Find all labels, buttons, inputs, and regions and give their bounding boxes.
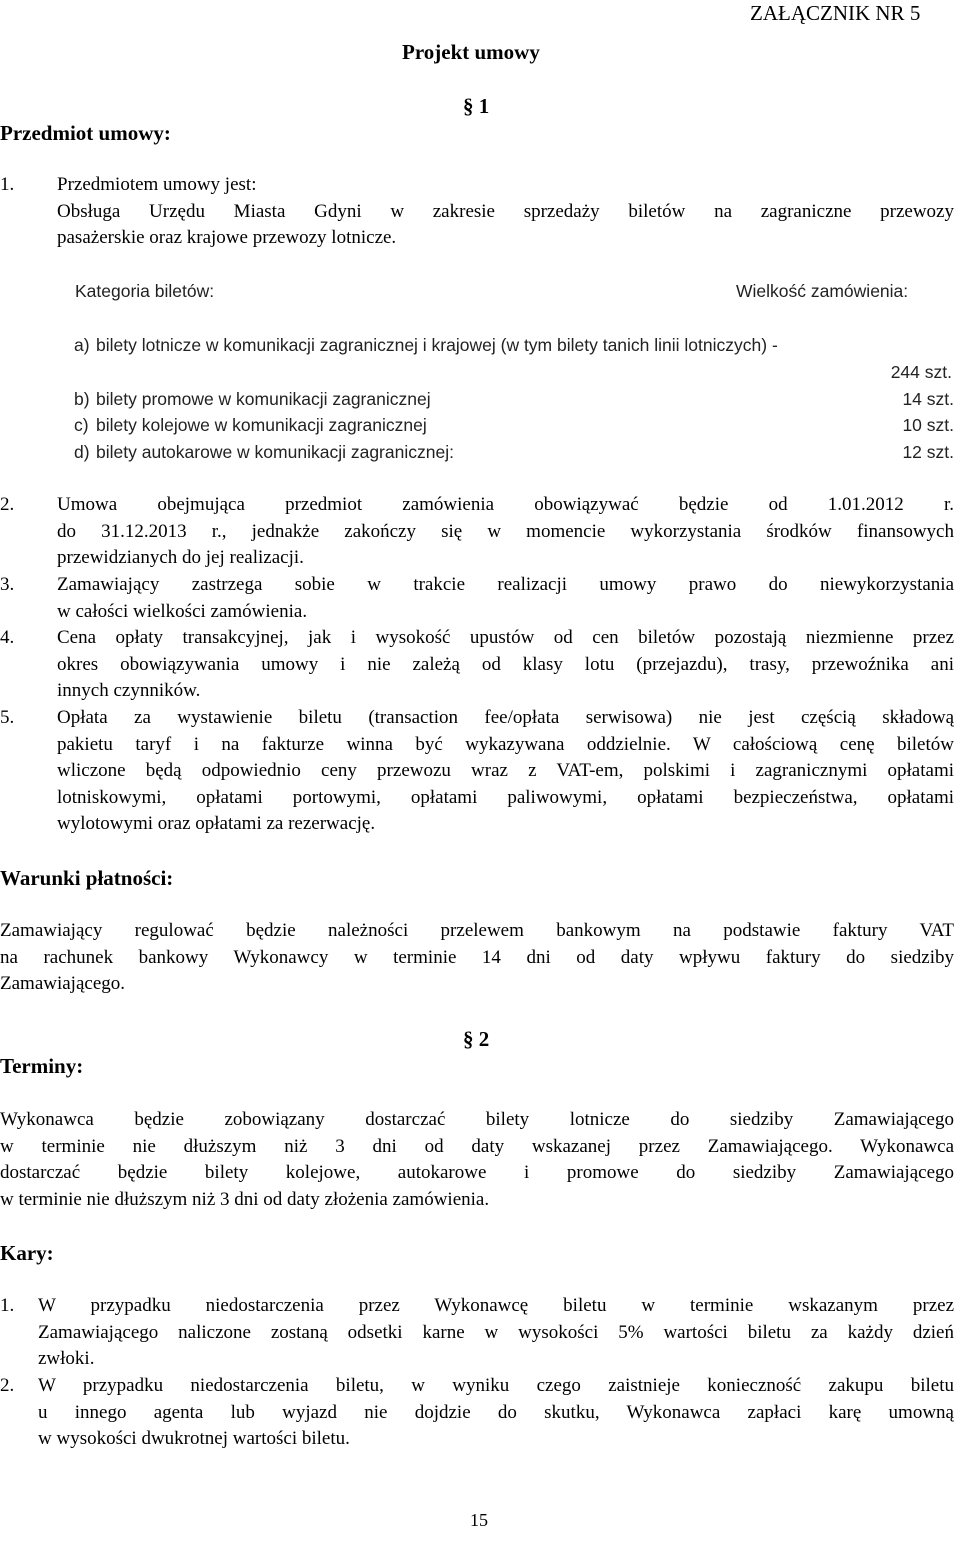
item-1-line: Obsługa Urzędu Miasta Gdyni w zakresie sprzedaży biletów na zagraniczne przewozy bbox=[57, 200, 954, 222]
item-5-line: wliczone będą odpowiednio ceny przewozu wraz z VAT-em, polskimi i zagranicznymi opłatami bbox=[57, 760, 954, 781]
payment-line: na rachunek bankowy Wykonawcy w terminie 14 dni od daty wpływu faktury do siedziby bbox=[0, 946, 954, 968]
item-5-number: 5. bbox=[0, 707, 15, 728]
item-1-text bbox=[57, 172, 954, 252]
item-2-line: przewidzianych do jej realizacji. bbox=[57, 547, 304, 568]
category-header-right: Wielkość zamówienia: bbox=[736, 281, 909, 301]
category-qty: 12 szt. bbox=[902, 442, 954, 462]
category-row-c bbox=[74, 412, 954, 438]
category-label: d) bbox=[74, 442, 90, 462]
item-4-line: innych czynników. bbox=[57, 680, 201, 701]
penalty-2-line: w wysokości dwukrotnej wartości biletu. bbox=[38, 1428, 350, 1449]
item-3-line: Zamawiający zastrzega sobie w trakcie realizacji umowy prawo do niewykorzystania bbox=[57, 574, 954, 595]
terms-line: w terminie nie dłuższym niż 3 dni od daty złożenia zamówienia. bbox=[0, 1188, 490, 1210]
payment-text bbox=[0, 918, 954, 998]
payment-line: Zamawiający regulować będzie należności przelewem bankowym na podstawie faktury VAT bbox=[0, 920, 954, 941]
penalty-2-number: 2. bbox=[0, 1375, 15, 1396]
item-4-line: okres obowiązywania umowy i nie zależą od klasy lotu (przejazdu), trasy, przewoźnika ani bbox=[57, 653, 954, 675]
item-5-line: pakietu taryf i na fakturze winna być wykazywana oddzielnie. W całościową cenę biletów bbox=[57, 733, 954, 755]
penalties-heading: Kary: bbox=[0, 1241, 54, 1265]
item-5-text bbox=[57, 705, 954, 838]
payment-heading: Warunki płatności: bbox=[0, 866, 174, 890]
section-2-mark: § 2 bbox=[463, 1027, 490, 1051]
item-2-line: Umowa obejmująca przedmiot zamówienia obowiązywać będzie od 1.01.2012 r. bbox=[57, 494, 954, 515]
penalty-1-line: W przypadku niedostarczenia przez Wykonawcę biletu w terminie wskazanym przez bbox=[38, 1295, 954, 1316]
item-5-line: Opłata za wystawienie biletu (transaction fee/opłata serwisowa) nie jest częścią składową bbox=[57, 707, 954, 728]
section-1-mark: § 1 bbox=[463, 94, 490, 118]
attachment-label: ZAŁĄCZNIK NR 5 bbox=[750, 1, 921, 25]
item-2-text bbox=[57, 492, 954, 572]
subject-heading: Przedmiot umowy: bbox=[0, 121, 171, 145]
category-label: c) bbox=[74, 415, 89, 435]
penalty-1-line: zwłoki. bbox=[38, 1348, 95, 1369]
item-4-number: 4. bbox=[0, 627, 15, 648]
category-text: bilety promowe w komunikacji zagranicznej bbox=[96, 389, 431, 409]
page-number: 15 bbox=[470, 1510, 488, 1530]
payment-line: Zamawiającego. bbox=[0, 973, 126, 994]
penalty-2-text bbox=[38, 1373, 954, 1453]
item-2-number: 2. bbox=[0, 494, 15, 515]
terms-line: w terminie nie dłuższym niż 3 dni od daty wskazanej przez Zamawiającego. Wykonawca bbox=[0, 1135, 954, 1157]
category-qty: 14 szt. bbox=[902, 389, 954, 409]
penalty-1-line: Zamawiającego naliczone zostaną odsetki karne w wysokości 5% wartości biletu za każdy dzień bbox=[38, 1321, 954, 1343]
category-row-b bbox=[74, 386, 954, 412]
item-3-line: w całości wielkości zamówienia. bbox=[57, 600, 308, 622]
item-1-number: 1. bbox=[0, 174, 15, 195]
terms-line: dostarczać będzie bilety kolejowe, autokarowe i promowe do siedziby Zamawiającego bbox=[0, 1162, 954, 1183]
terms-text bbox=[0, 1107, 954, 1213]
item-5-line: wylotowymi oraz opłatami za rezerwację. bbox=[57, 813, 376, 834]
category-text: bilety kolejowe w komunikacji zagranicznej bbox=[96, 415, 427, 435]
item-4-text bbox=[57, 625, 954, 705]
item-3-number: 3. bbox=[0, 574, 15, 595]
category-label: b) bbox=[74, 389, 90, 409]
category-text: bilety lotnicze w komunikacji zagranicznej i krajowej (w tym bilety tanich linii lotniczych) - bbox=[96, 335, 778, 355]
terms-line: Wykonawca będzie zobowiązany dostarczać bilety lotnicze do siedziby Zamawiającego bbox=[0, 1109, 954, 1130]
item-2-line: do 31.12.2013 r., jednakże zakończy się w momencie wykorzystania środków finansowych bbox=[57, 520, 954, 542]
item-1-line: Przedmiotem umowy jest: bbox=[57, 174, 257, 195]
category-text: bilety autokarowe w komunikacji zagranicznej: bbox=[96, 442, 454, 462]
document-title: Projekt umowy bbox=[402, 40, 540, 64]
item-1-line: pasażerskie oraz krajowe przewozy lotnicze. bbox=[57, 227, 397, 248]
terms-heading: Terminy: bbox=[0, 1054, 84, 1078]
category-qty: 244 szt. bbox=[890, 362, 952, 382]
penalty-1-text bbox=[38, 1293, 954, 1373]
category-row-d bbox=[74, 439, 954, 465]
category-header-left: Kategoria biletów: bbox=[75, 281, 215, 301]
penalty-2-line: W przypadku niedostarczenia biletu, w wyniku czego zaistnieje konieczność zakupu biletu bbox=[38, 1375, 954, 1396]
penalty-1-number: 1. bbox=[0, 1295, 15, 1316]
item-3-text bbox=[57, 572, 954, 625]
item-4-line: Cena opłaty transakcyjnej, jak i wysokość upustów od cen biletów pozostają niezmienne przez bbox=[57, 627, 954, 648]
category-qty: 10 szt. bbox=[902, 415, 954, 435]
item-5-line: lotniskowymi, opłatami portowymi, opłatami paliwowymi, opłatami bezpieczeństwa, opłatami bbox=[57, 786, 954, 808]
category-label: a) bbox=[74, 335, 90, 355]
penalty-2-line: u innego agenta lub wyjazd nie dojdzie do skutku, Wykonawca zapłaci karę umowną bbox=[38, 1401, 954, 1423]
